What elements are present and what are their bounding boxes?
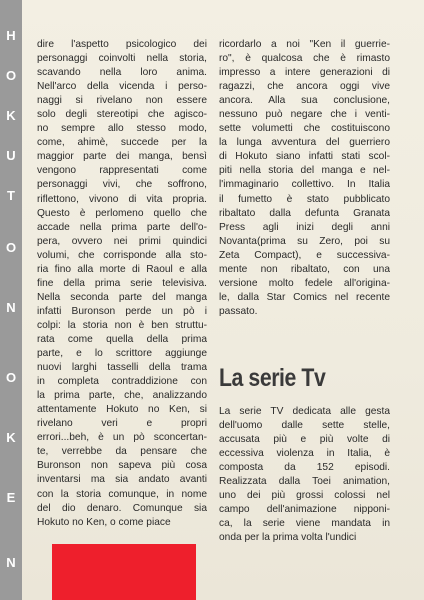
text-line: di Hokuto siano infatti stati scol- — [219, 151, 390, 163]
text-line: rata come quella della prima — [37, 333, 207, 345]
text-line: parte, e lo scrittore aggiunge — [37, 348, 207, 360]
text-line: Buronson non sapeva più cosa — [37, 460, 207, 472]
text-line: uno dei più grossi colossi nel — [219, 490, 390, 502]
text-line: rivelano veri e propri — [37, 418, 207, 430]
text-line: solo degli stereotipi che agisco- — [37, 109, 207, 121]
section-title: La serie Tv — [219, 364, 326, 392]
text-line: versione molto fedele all'origina- — [219, 277, 390, 289]
text-line: ria fino alla morte di Raoul e alla — [37, 263, 207, 275]
text-line: nessuno può negare che i venti- — [219, 109, 390, 121]
text-line: Realizzata dalla Toei animation, — [219, 476, 390, 488]
side-title-letter: K — [6, 430, 16, 445]
text-line: ribaltato dalla defunta Granata — [219, 207, 390, 219]
text-line: il fumetto è stato pubblicato — [219, 193, 390, 205]
text-line: colpi: la storia non è ben struttu- — [37, 319, 207, 331]
text-line: la prima parte, che, analizzando — [37, 390, 207, 402]
text-line: passato. — [219, 305, 258, 317]
text-line: errori...beh, è un pò sconcertan- — [37, 432, 207, 444]
side-title-letter: N — [6, 300, 16, 315]
left-text-column — [37, 38, 207, 530]
text-line: Press agli inizi degli anni — [219, 221, 390, 233]
text-line: no sempre allo stesso modo, — [37, 123, 207, 135]
text-line: vengono rappresentati come — [37, 165, 207, 177]
text-line: inventarsi ma sia andato avanti — [37, 474, 207, 486]
text-line: Zeta Compact), e successiva- — [219, 249, 390, 261]
text-line: ca, la serie viene mandata in — [219, 518, 390, 530]
side-title-letter: U — [6, 148, 16, 163]
side-title-letter: H — [6, 28, 16, 43]
text-line: onda per la prima volta l'undici — [219, 532, 357, 544]
side-title-letter: O — [5, 370, 17, 385]
text-line: pera, ovvero nei primi quindici — [37, 235, 207, 247]
text-line: accusata più e più volte di — [219, 434, 390, 446]
text-line: ragazzi, che ancora oggi vive — [219, 81, 390, 93]
text-line: naggi si rivelano non essere — [37, 95, 207, 107]
side-title-letter: O — [5, 240, 17, 255]
text-line: volumi, che corrisponde alla sto- — [37, 249, 207, 261]
text-line: sette volumetti che costituiscono — [219, 123, 390, 135]
text-line: piti nella storia del manga e nel- — [219, 165, 390, 177]
side-title-letter: T — [7, 188, 15, 203]
text-line: riflettono, vivono di vita propria. — [37, 193, 207, 205]
text-line: infatti Buronson perde un pò i — [37, 305, 207, 317]
text-line: Questo è perlomeno quello che — [37, 207, 207, 219]
side-title-letter: K — [6, 108, 16, 123]
text-line: composta da 152 episodi. — [219, 462, 390, 474]
text-line: La serie TV dedicata alle gesta — [219, 406, 390, 417]
text-line: ro", è qualcosa che è rimasto — [219, 53, 390, 65]
text-line: personaggi coinvolti nella storia, — [37, 53, 207, 65]
text-line: Nella seconda parte del manga — [37, 291, 207, 303]
side-title-letter: E — [6, 490, 16, 505]
side-title-letter: O — [5, 68, 17, 83]
text-line: ancora. Alla sua conclusione, — [219, 95, 390, 107]
text-line: impresso a intere generazioni di — [219, 67, 390, 79]
text-line: te, verrebbe da pensare che — [37, 446, 207, 458]
text-line: Hokuto no Ken, o come piace — [37, 516, 171, 528]
text-line: eccessiva violenza in Italia, è — [219, 448, 390, 460]
text-line: fine della prima serie televisiva. — [37, 277, 207, 289]
text-line: attentamente Hokuto no Ken, si — [37, 404, 207, 416]
text-line: le, dalla Star Comics nel recente — [219, 291, 390, 303]
red-accent-block — [52, 544, 196, 600]
text-line: come, ahimè, succede per la — [37, 137, 207, 149]
text-line: con la storia comunque, in nome — [37, 488, 207, 500]
right-text-column-top — [219, 38, 390, 319]
text-line: in completa contraddizione con — [37, 376, 207, 388]
text-line: scavando nella loro anima. — [37, 67, 207, 79]
text-line: del dio denaro. Comunque sia — [37, 502, 207, 514]
text-line: ricordarlo a noi "Ken il guerrie- — [219, 39, 390, 50]
text-line: Novanta(prima su Zero, poi su — [219, 235, 390, 247]
text-line: maggior parte dei manga, bensì — [37, 151, 207, 163]
text-line: campo dell'animazione nipponi- — [219, 504, 390, 516]
text-line: nuovi larghi tasselli della trama — [37, 362, 207, 374]
text-line: personaggi vivi, che soffrono, — [37, 179, 207, 191]
text-line: Nell'arco della vicenda i perso- — [37, 81, 207, 93]
right-text-column-bottom — [219, 405, 390, 545]
side-title-letter: N — [6, 555, 16, 570]
text-line: mente non ribaltato, con una — [219, 263, 390, 275]
text-line: dire l'aspetto psicologico dei — [37, 39, 207, 50]
text-line: la lunga avventura del guerriero — [219, 137, 390, 149]
text-line: accade nella prima parte dell'o- — [37, 221, 207, 233]
side-title-letters — [0, 0, 22, 600]
text-line: l'immaginario collettivo. In Italia — [219, 179, 390, 191]
text-line: dell'uomo dalle sette stelle, — [219, 420, 390, 432]
